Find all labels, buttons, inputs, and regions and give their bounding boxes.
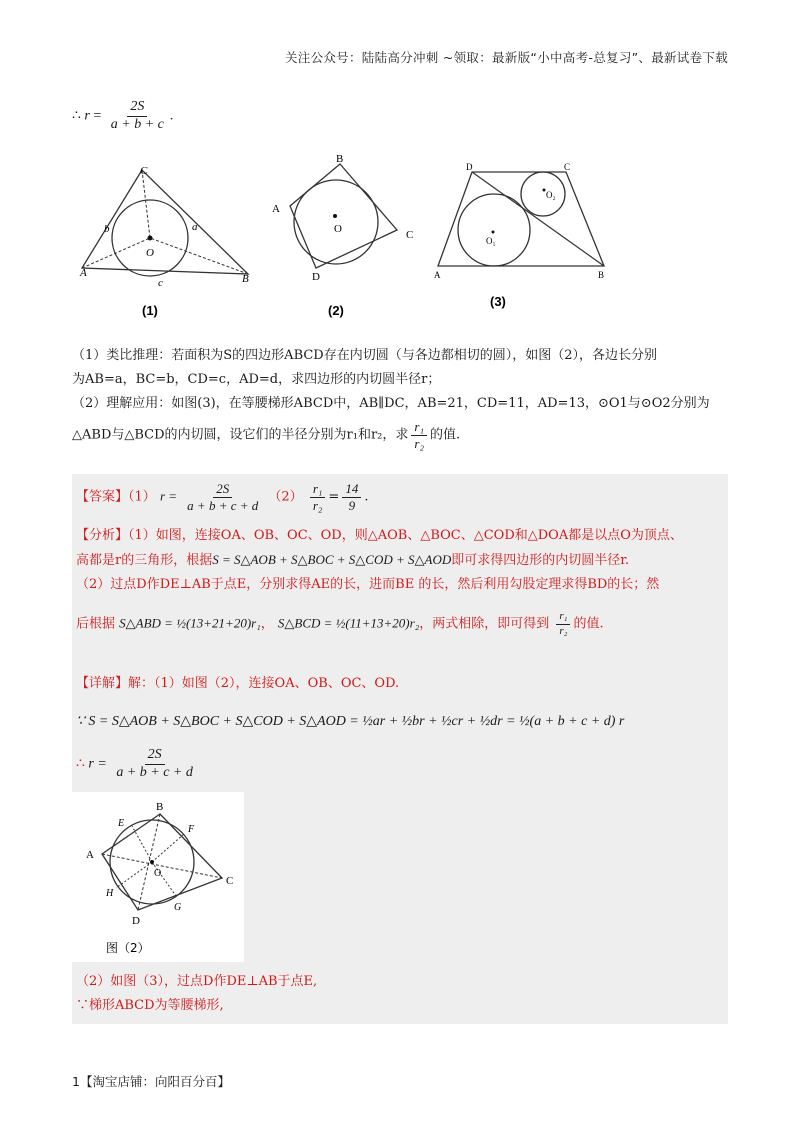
detail-block: 【详解】解：（1）如图（2），连接OA、OB、OC、OD. ∵ S = S△AOB + S△BOC + S△COD + S△AOD = ½ar + ½br + ½cr + ½dr = ½(a + b + c + d) r ∴ r = $\frac{2S}{a + b + c + d}$ <box>76 676 625 780</box>
svg-text:O: O <box>146 247 154 259</box>
question-1-line1: （1）类比推理：若面积为S的四边形ABCD存在内切圆（与各边都相切的圆），如图（2），各边长分别 <box>72 348 658 363</box>
page-footer: 1【淘宝店铺：向阳百分百】 <box>72 1074 230 1089</box>
analysis-block: 【分析】（1）如图，连接OA、OB、OC、OD，则△AOB、△BOC、△COD和△DOA都是以点O为顶点、 高都是r的三角形，根据S = S△AOB + S△BOC + S△COD + S△AOD即可求得四边形的内切圆半径r. （2）过点D作DE⊥AB于点E，分别求得AE的长，进而BE 的长，然后利用勾股定理求得BD的长；然 后根据 S△ABD = ½(13+21+20)r₁， S△BCD = ½(11+13+20)r₂，两式相除，即可得到 $\frac{\text{r₁}}{\text{r₂}}$ 的值. <box>76 528 683 637</box>
label-C: C <box>140 165 148 177</box>
svg-text:E: E <box>118 818 125 829</box>
svg-text:C: C <box>406 229 414 241</box>
svg-text:D: D <box>312 271 320 283</box>
svg-text:B: B <box>242 273 249 285</box>
svg-text:C: C <box>564 162 571 172</box>
answer-line: 【答案】（1） r = $\frac{2S}{a + b + c + d}$ （2） $\frac{\text{r₁}}{\text{r₂}}$ = $\frac{14}{9}$ . <box>76 481 369 513</box>
svg-text:b: b <box>104 223 110 235</box>
figure-2-quadrilateral <box>262 150 432 325</box>
figure-1-caption: (1) <box>142 303 158 318</box>
figure-2-caption: (2) <box>328 303 344 318</box>
question-2-line2: △ABD与△BCD的内切圆，设它们的半径分别为r₁和r₂，求 $\frac{\text{r₁}}{\text{r₂}}$ 的值. <box>72 419 461 451</box>
svg-text:A: A <box>272 203 280 215</box>
svg-text:B: B <box>336 153 344 165</box>
svg-text:A: A <box>80 267 87 279</box>
svg-text:D: D <box>132 915 140 927</box>
svg-text:H: H <box>106 888 114 899</box>
question-1-line2: 为AB=a，BC=b，CD=c，AD=d，求四边形的内切圆半径r； <box>72 372 441 387</box>
page-header: 关注公众号：陆陆高分冲刺 ~领取：最新版“小中高考-总复习”、最新试卷下载 <box>284 50 728 65</box>
svg-text:A: A <box>434 270 441 280</box>
figure-detail-caption: 图（2） <box>106 941 150 955</box>
svg-text:O₁: O₁ <box>486 236 496 246</box>
svg-text:D: D <box>466 162 473 172</box>
svg-text:c: c <box>158 277 163 289</box>
svg-text:O: O <box>154 868 162 879</box>
figure-1-triangle <box>72 160 272 330</box>
formula-top: ∴ r = $\frac{2S}{a + b + c}$ . <box>72 99 174 132</box>
figure-3-caption: (3) <box>490 294 506 309</box>
svg-text:A: A <box>86 849 94 861</box>
svg-text:O: O <box>334 223 342 235</box>
svg-text:O₂: O₂ <box>546 190 556 200</box>
question-2-line1: （2）理解应用：如图(3)，在等腰梯形ABCD中，AB∥DC，AB=21，CD=11，AD=13，⊙O1与⊙O2分别为 <box>72 396 710 411</box>
figure-detail-2 <box>72 792 244 962</box>
svg-text:F: F <box>188 824 195 835</box>
question-block <box>72 344 732 450</box>
svg-text:G: G <box>174 902 182 913</box>
svg-text:a: a <box>192 221 198 233</box>
figure-3-trapezoid <box>432 158 622 318</box>
detail-steps: （2）如图（3），过点D作DE⊥AB于点E, ∵梯形ABCD为等腰梯形, <box>76 974 318 1013</box>
svg-text:C: C <box>226 875 234 887</box>
svg-text:B: B <box>598 270 605 280</box>
svg-text:B: B <box>156 801 164 813</box>
